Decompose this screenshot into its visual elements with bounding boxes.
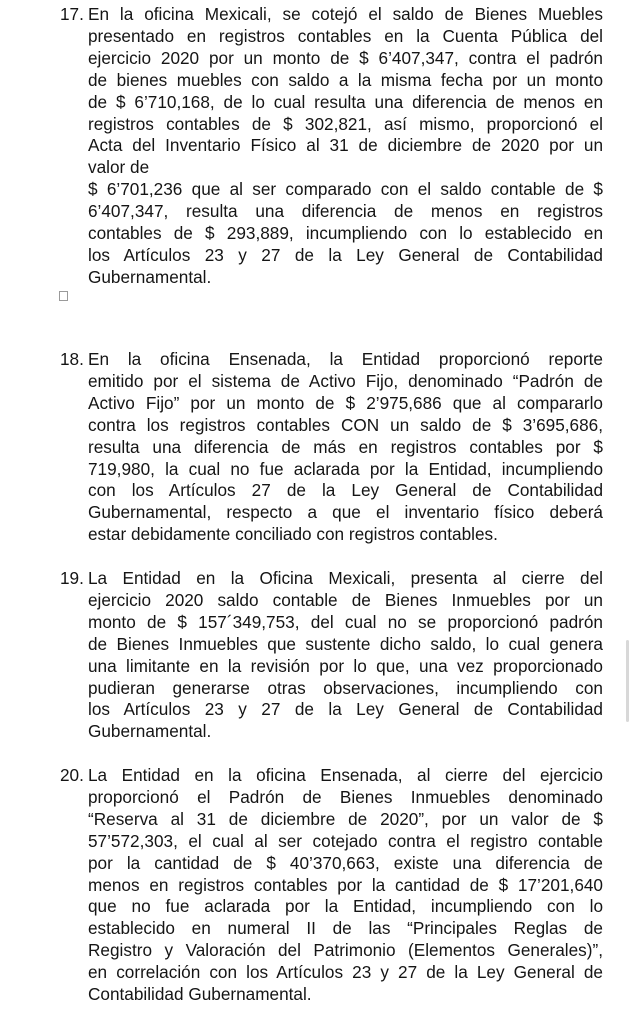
text-line: los Artículos 23 y 27 de la Ley General de Contabilidad bbox=[88, 244, 603, 265]
text-line: emitido por el sistema de Activo Fijo, denominado “Padrón de bbox=[88, 370, 603, 391]
numbered-paragraph-18 bbox=[60, 349, 603, 546]
text-line: Gubernamental, respecto a que el inventario físico deberá bbox=[88, 502, 603, 523]
paragraph-text bbox=[88, 765, 603, 1006]
text-line: contables de $ 293,889, incumpliendo con lo establecido en bbox=[88, 223, 603, 244]
paragraph-number: 18. bbox=[60, 349, 84, 369]
text-line: ejercicio 2020 saldo contable de Bienes Inmuebles por un bbox=[88, 589, 603, 610]
text-line: los Artículos 23 y 27 de la Ley General de Contabilidad bbox=[88, 699, 603, 720]
text-line: de Bienes Inmuebles que sustente dicho saldo, lo cual genera bbox=[88, 633, 603, 654]
text-line: Contabilidad Gubernamental. bbox=[88, 984, 312, 1005]
text-line: pudieran generarse otras observaciones, incumpliendo con bbox=[88, 677, 603, 698]
paragraph-number: 20. bbox=[60, 765, 84, 785]
empty-checkbox-icon bbox=[59, 291, 68, 301]
text-line: contra los registros contables CON un saldo de $ 3’695,686, bbox=[88, 414, 603, 435]
paragraph-text bbox=[88, 4, 603, 289]
text-line: estar debidamente conciliado con registros contables. bbox=[88, 524, 498, 545]
text-line: una limitante en la revisión por lo que, una vez proporcionado bbox=[88, 655, 603, 676]
text-line: Acta del Inventario Físico al 31 de diciembre de 2020 por un bbox=[88, 135, 603, 156]
text-line: 6’407,347, resulta una diferencia de menos en registros bbox=[88, 201, 603, 222]
text-line: Activo Fijo” por un monto de $ 2’975,686 que al compararlo bbox=[88, 392, 603, 413]
text-line: La Entidad en la Oficina Mexicali, presenta al cierre del bbox=[88, 568, 603, 588]
text-line: ejercicio 2020 por un monto de $ 6’407,347, contra el padrón bbox=[88, 47, 603, 68]
vertical-scrollbar[interactable] bbox=[626, 640, 629, 722]
text-line: valor de bbox=[88, 157, 150, 178]
text-line: En la oficina Mexicali, se cotejó el saldo de Bienes Muebles bbox=[88, 4, 603, 24]
numbered-paragraph-20 bbox=[60, 765, 603, 1006]
text-line: resulta una diferencia de más en registros contables por $ bbox=[88, 436, 603, 457]
text-line: de bienes muebles con saldo a la misma fecha por un monto bbox=[88, 69, 603, 90]
text-line: 57’572,303, el cual al ser cotejado contra el registro contable bbox=[88, 830, 603, 851]
text-line: monto de $ 157´349,753, del cual no se proporcionó padrón bbox=[88, 611, 603, 632]
text-line: $ 6’701,236 que al ser comparado con el saldo contable de $ bbox=[88, 179, 603, 200]
text-line: por la cantidad de $ 40’370,663, existe una diferencia de bbox=[88, 852, 603, 873]
text-line: 719,980, la cual no fue aclarada por la Entidad, incumpliendo bbox=[88, 458, 603, 479]
paragraph-text bbox=[88, 568, 603, 743]
paragraph-number: 19. bbox=[60, 568, 84, 588]
paragraph-text bbox=[88, 349, 603, 546]
numbered-paragraph-17 bbox=[60, 4, 603, 289]
text-line: registros contables de $ 302,821, así mismo, proporcionó el bbox=[88, 113, 603, 134]
paragraph-number: 17. bbox=[60, 4, 84, 24]
text-line: en correlación con los Artículos 23 y 27 de la Ley General de bbox=[88, 962, 603, 983]
text-line: con los Artículos 27 de la Ley General de Contabilidad bbox=[88, 480, 603, 501]
text-line: menos en registros contables por la cantidad de $ 17’201,640 bbox=[88, 874, 603, 895]
text-line: En la oficina Ensenada, la Entidad proporcionó reporte bbox=[88, 349, 603, 369]
numbered-paragraph-19 bbox=[60, 568, 603, 743]
text-line: La Entidad en la oficina Ensenada, al cierre del ejercicio bbox=[88, 765, 603, 785]
text-line: presentado en registros contables en la Cuenta Pública del bbox=[88, 25, 603, 46]
text-line: proporcionó el Padrón de Bienes Inmuebles denominado bbox=[88, 786, 603, 807]
text-line: de $ 6’710,168, de lo cual resulta una diferencia de menos en bbox=[88, 91, 603, 112]
text-line: que no fue aclarada por la Entidad, incumpliendo con lo bbox=[88, 896, 603, 917]
text-line: “Reserva al 31 de diciembre de 2020”, por un valor de $ bbox=[88, 808, 603, 829]
text-line: Gubernamental. bbox=[88, 721, 212, 742]
text-line: Gubernamental. bbox=[88, 266, 212, 287]
text-line: establecido en numeral II de las “Principales Reglas de bbox=[88, 918, 603, 939]
text-line: Registro y Valoración del Patrimonio (Elementos Generales)”, bbox=[88, 940, 603, 961]
